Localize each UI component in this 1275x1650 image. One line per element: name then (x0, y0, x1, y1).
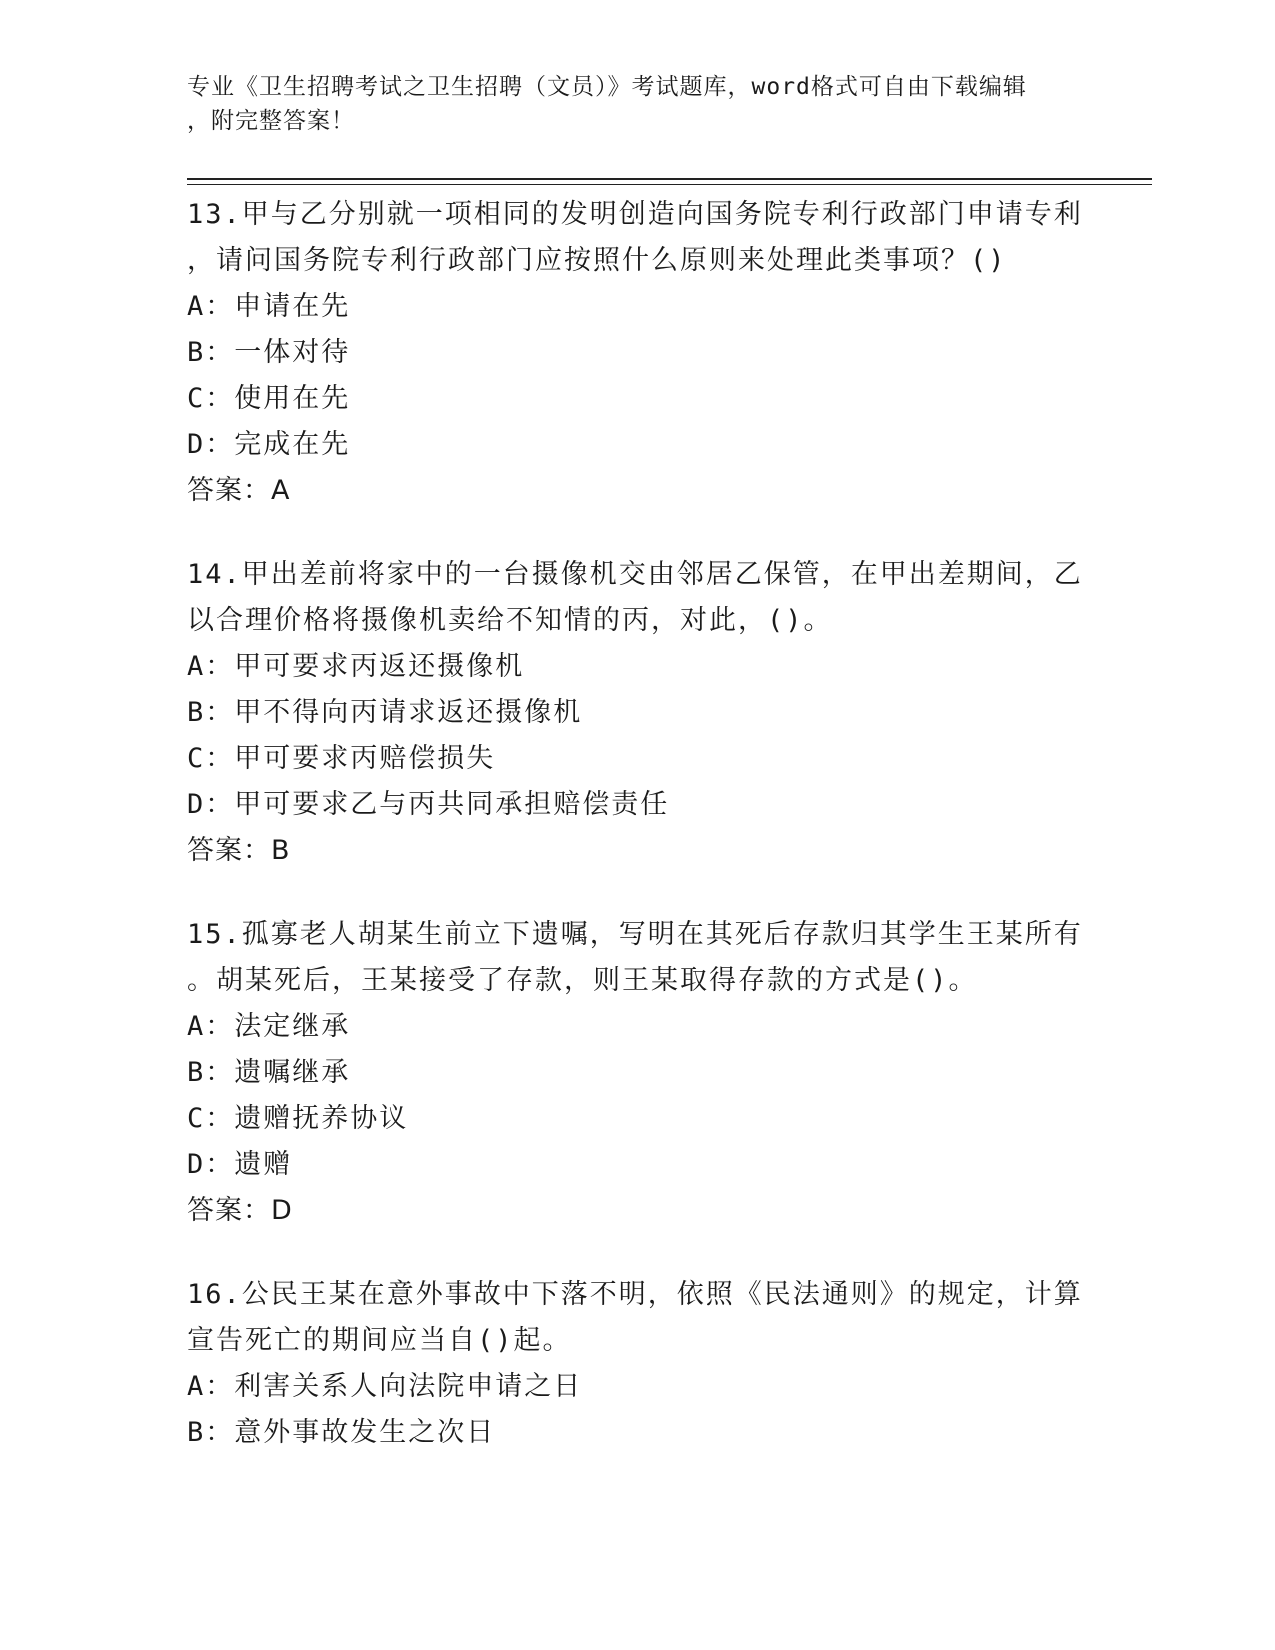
option-b: B：甲不得向丙请求返还摄像机 (187, 697, 583, 728)
stem-line: 宣告死亡的期间应当自()起。 (187, 1325, 572, 1356)
answer-line: 答案：D (187, 1195, 293, 1226)
stem-line: 13.甲与乙分别就一项相同的发明创造向国务院专利行政部门申请专利 (187, 199, 1083, 230)
option-c: C：甲可要求丙赔偿损失 (187, 743, 496, 774)
answer-line: 答案：B (187, 835, 291, 866)
document-header (187, 70, 1087, 138)
question-list (187, 192, 1087, 1494)
question-16 (187, 1272, 1087, 1456)
header-line-1: 专业《卫生招聘考试之卫生招聘（文员）》考试题库，word格式可自由下载编辑 (187, 74, 1027, 100)
stem-line: 15.孤寡老人胡某生前立下遗嘱，写明在其死后存款归其学生王某所有 (187, 919, 1083, 950)
question-stem (187, 192, 1087, 284)
stem-line: ，请问国务院专利行政部门应按照什么原则来处理此类事项？() (187, 245, 1007, 276)
stem-line: 。胡某死后，王某接受了存款，则王某取得存款的方式是()。 (187, 965, 978, 996)
stem-line: 16.公民王某在意外事故中下落不明，依照《民法通则》的规定，计算 (187, 1279, 1083, 1310)
header-divider-thin (187, 184, 1152, 185)
question-stem (187, 1272, 1087, 1364)
option-a: A：申请在先 (187, 291, 351, 322)
option-c: C：使用在先 (187, 383, 351, 414)
stem-line: 以合理价格将摄像机卖给不知情的丙，对此，()。 (187, 605, 833, 636)
question-13 (187, 192, 1087, 514)
option-a: A：利害关系人向法院申请之日 (187, 1371, 583, 1402)
question-14 (187, 552, 1087, 874)
question-stem (187, 552, 1087, 644)
question-15 (187, 912, 1087, 1234)
answer-line: 答案：A (187, 475, 291, 506)
option-d: D：甲可要求乙与丙共同承担赔偿责任 (187, 789, 670, 820)
option-c: C：遗赠抚养协议 (187, 1103, 409, 1134)
header-divider-thick (187, 178, 1152, 180)
option-b: B：一体对待 (187, 337, 351, 368)
question-stem (187, 912, 1087, 1004)
option-a: A：甲可要求丙返还摄像机 (187, 651, 525, 682)
option-b: B：意外事故发生之次日 (187, 1417, 496, 1448)
option-d: D：遗赠 (187, 1149, 293, 1180)
option-d: D：完成在先 (187, 429, 351, 460)
option-b: B：遗嘱继承 (187, 1057, 351, 1088)
header-line-2: ，附完整答案！ (187, 108, 355, 134)
option-a: A：法定继承 (187, 1011, 351, 1042)
stem-line: 14.甲出差前将家中的一台摄像机交由邻居乙保管，在甲出差期间，乙 (187, 559, 1083, 590)
